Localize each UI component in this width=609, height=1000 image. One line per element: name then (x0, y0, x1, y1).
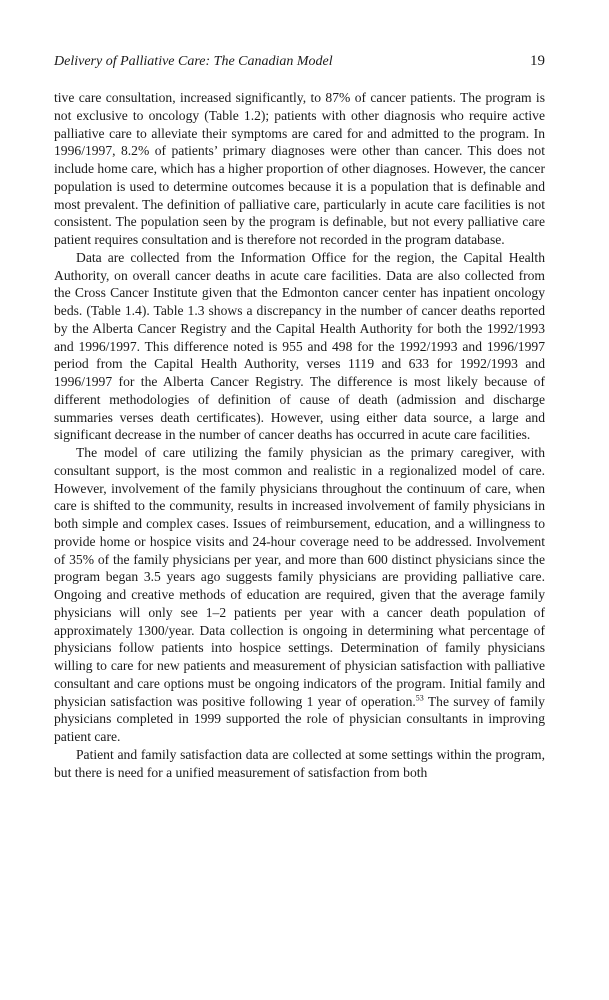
page-number: 19 (530, 53, 545, 69)
paragraph-3-text: The model of care utilizing the family physician as the primary caregiver, with consultant support, is the most common and realistic in a regionalized model of care. However, involvement of the family physicians throughout the continuum of care, when care is shifted to the community, results in increased involvement of family physicians in both simple and complex cases. Issues of reimbursement, education, and a willingness to provide home or hospice visits and 24-hour coverage need to be addressed. Involvement of 35% of the family physicians per year, and more than 600 distinct physicians since the program began 3.5 years ago suggests family physicians are providing palliative care. Ongoing and creative methods of education are required, given that the average family physicians will only see 1–2 patients per year with a cancer death population of approximately 1300/year. Data collection is ongoing in determining what percentage of physicians follow patients into hospice settings. Determination of family physicians willing to care for new patients and measurement of physician satisfaction with palliative consultant and care options must be ongoing indicators of the program. Initial family and physician satisfaction was positive following 1 year of operation. (54, 445, 545, 709)
paragraph-4-text: Patient and family satisfaction data are collected at some settings within the program, but there is need for a unified measurement of satisfaction from both (54, 746, 545, 780)
paragraph-4 (54, 746, 545, 782)
paragraph-2 (54, 249, 545, 444)
paragraph-1 (54, 89, 545, 249)
footnote-reference: 53 (415, 692, 424, 702)
paragraph-1-text: tive care consultation, increased significantly, to 87% of cancer patients. The program is not exclusive to oncology (Table 1.2); patients with other diagnosis who require active palliative care to alleviate their symptoms are cared for and admitted to the program. In 1996/1997, 8.2% of patients’ primary diagnoses were other than cancer. This does not include home care, which has a higher proportion of other diagnoses. However, the cancer population is used to determine outcomes because it is a population that is definable and most prevalent. The definition of palliative care, particularly in acute care facilities is not consistent. The population seen by the program is definable, but not every palliative care patient requires consultation and is therefore not recorded in the program database. (54, 90, 545, 247)
body-text (54, 89, 545, 781)
paragraph-3 (54, 444, 545, 746)
page-header (54, 53, 545, 70)
paragraph-2-text: Data are collected from the Information Office for the region, the Capital Health Authority, on overall cancer deaths in acute care facilities. Data are also collected from the Cross Cancer Institute given that the Edmonton cancer center has inpatient oncology beds. (Table 1.4). Table 1.3 shows a discrepancy in the number of cancer deaths reported by the Alberta Cancer Registry and the Capital Health Authority for both the 1992/1993 and 1996/1997. This difference noted is 955 and 498 for the 1992/1993 and 1996/1997 period from the Capital Health Authority, verses 1119 and 633 for 1992/1993 and 1996/1997 for the Alberta Cancer Registry. The difference is most likely because of different methodologies of definition of cause of death (admission and discharge summaries verses death certificates). However, using either data source, a large and significant decrease in the number of cancer deaths has occurred in acute care facilities. (54, 249, 545, 443)
paragraph-3-text-continued: The survey of family physicians completed in 1999 supported the role of physician consultants in improving patient care. (54, 693, 545, 744)
running-title: Delivery of Palliative Care: The Canadian Model (54, 54, 333, 69)
